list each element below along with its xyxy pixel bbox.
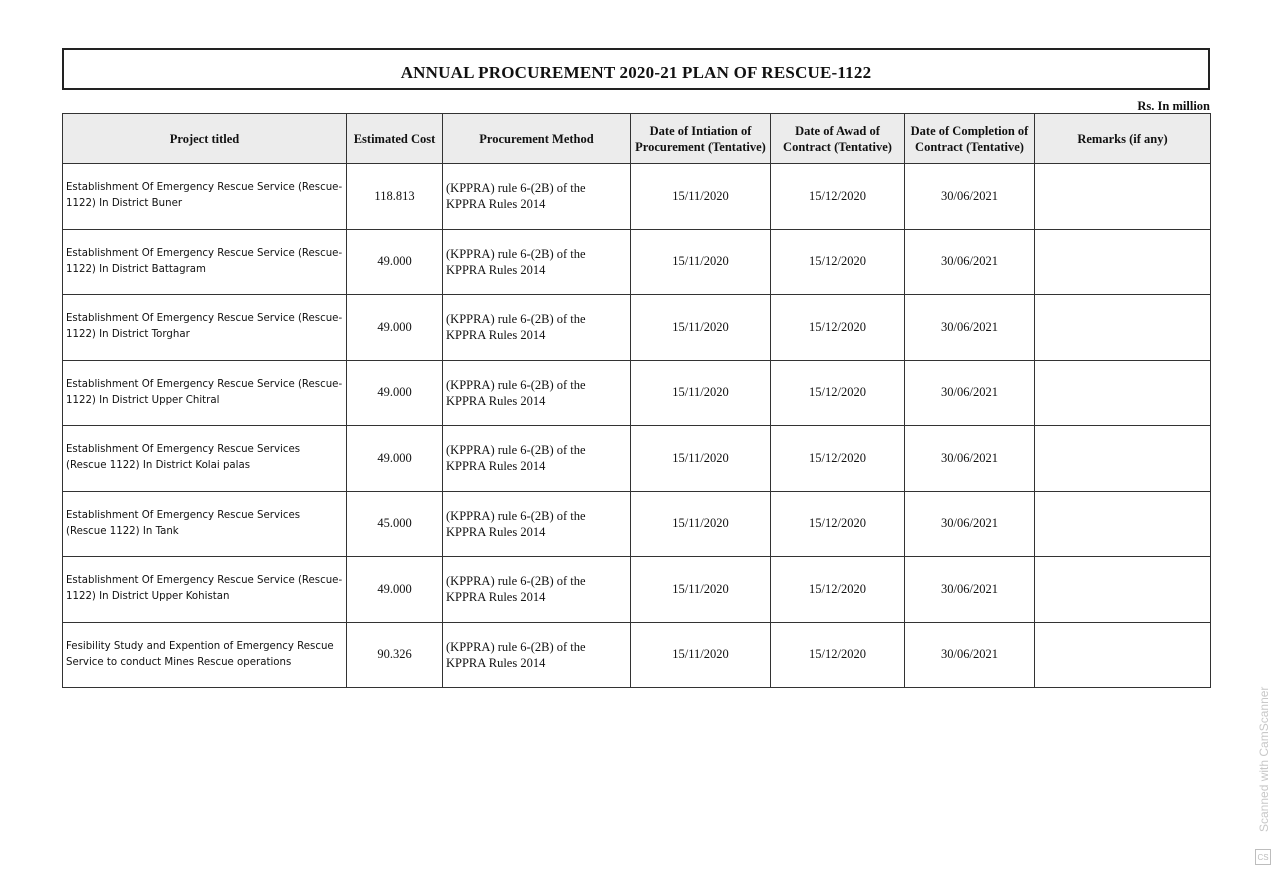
initiation-date-cell: 15/11/2020	[631, 360, 771, 426]
completion-date-cell: 30/06/2021	[905, 360, 1035, 426]
table-row	[63, 164, 1211, 230]
header-remarks: Remarks (if any)	[1035, 114, 1211, 164]
completion-date-cell: 30/06/2021	[905, 491, 1035, 557]
completion-date-cell: 30/06/2021	[905, 622, 1035, 688]
award-date-cell: 15/12/2020	[771, 360, 905, 426]
header-project: Project titled	[63, 114, 347, 164]
initiation-date-cell: 15/11/2020	[631, 557, 771, 623]
camscanner-logo-icon: CS	[1255, 849, 1271, 865]
award-date-cell: 15/12/2020	[771, 295, 905, 361]
header-initiation: Date of Intiation of Procurement (Tentative)	[631, 114, 771, 164]
table-body	[63, 164, 1211, 688]
method-cell: (KPPRA) rule 6-(2B) of the KPPRA Rules 2014	[443, 491, 631, 557]
procurement-table	[62, 113, 1211, 688]
project-cell: Establishment Of Emergency Rescue Services (Rescue 1122) In District Kolai palas	[63, 426, 347, 492]
completion-date-cell: 30/06/2021	[905, 164, 1035, 230]
award-date-cell: 15/12/2020	[771, 491, 905, 557]
remarks-cell	[1035, 622, 1211, 688]
method-cell: (KPPRA) rule 6-(2B) of the KPPRA Rules 2014	[443, 229, 631, 295]
award-date-cell: 15/12/2020	[771, 557, 905, 623]
table-row	[63, 360, 1211, 426]
completion-date-cell: 30/06/2021	[905, 229, 1035, 295]
remarks-cell	[1035, 426, 1211, 492]
header-award: Date of Awad of Contract (Tentative)	[771, 114, 905, 164]
header-cost: Estimated Cost	[347, 114, 443, 164]
initiation-date-cell: 15/11/2020	[631, 229, 771, 295]
project-cell: Establishment Of Emergency Rescue Service (Rescue-1122) In District Upper Kohistan	[63, 557, 347, 623]
award-date-cell: 15/12/2020	[771, 426, 905, 492]
project-cell: Establishment Of Emergency Rescue Service (Rescue-1122) In District Torghar	[63, 295, 347, 361]
cost-cell: 49.000	[347, 229, 443, 295]
remarks-cell	[1035, 491, 1211, 557]
cost-cell: 90.326	[347, 622, 443, 688]
completion-date-cell: 30/06/2021	[905, 295, 1035, 361]
initiation-date-cell: 15/11/2020	[631, 491, 771, 557]
method-cell: (KPPRA) rule 6-(2B) of the KPPRA Rules 2014	[443, 360, 631, 426]
watermark-text: Scanned with CamScanner	[1257, 686, 1271, 832]
header-row	[63, 114, 1211, 164]
unit-note: Rs. In million	[1137, 99, 1210, 113]
cost-cell: 49.000	[347, 295, 443, 361]
project-cell: Establishment Of Emergency Rescue Service (Rescue-1122) In District Upper Chitral	[63, 360, 347, 426]
cost-cell: 118.813	[347, 164, 443, 230]
project-cell: Establishment Of Emergency Rescue Services (Rescue 1122) In Tank	[63, 491, 347, 557]
header-completion: Date of Completion of Contract (Tentative)	[905, 114, 1035, 164]
remarks-cell	[1035, 164, 1211, 230]
remarks-cell	[1035, 360, 1211, 426]
method-cell: (KPPRA) rule 6-(2B) of the KPPRA Rules 2014	[443, 295, 631, 361]
scanner-watermark	[1254, 675, 1274, 865]
document-title: ANNUAL PROCUREMENT 2020-21 PLAN OF RESCUE-1122	[400, 63, 872, 82]
remarks-cell	[1035, 229, 1211, 295]
table-row	[63, 557, 1211, 623]
method-cell: (KPPRA) rule 6-(2B) of the KPPRA Rules 2014	[443, 164, 631, 230]
header-method: Procurement Method	[443, 114, 631, 164]
remarks-cell	[1035, 557, 1211, 623]
initiation-date-cell: 15/11/2020	[631, 426, 771, 492]
award-date-cell: 15/12/2020	[771, 229, 905, 295]
project-cell: Establishment Of Emergency Rescue Service (Rescue-1122) In District Battagram	[63, 229, 347, 295]
initiation-date-cell: 15/11/2020	[631, 164, 771, 230]
table-row	[63, 622, 1211, 688]
cost-cell: 49.000	[347, 360, 443, 426]
initiation-date-cell: 15/11/2020	[631, 295, 771, 361]
table-row	[63, 229, 1211, 295]
remarks-cell	[1035, 295, 1211, 361]
project-cell: Fesibility Study and Expention of Emergency Rescue Service to conduct Mines Rescue operations	[63, 622, 347, 688]
method-cell: (KPPRA) rule 6-(2B) of the KPPRA Rules 2014	[443, 426, 631, 492]
document-title-box	[62, 48, 1210, 90]
table-row	[63, 426, 1211, 492]
award-date-cell: 15/12/2020	[771, 622, 905, 688]
cost-cell: 45.000	[347, 491, 443, 557]
cost-cell: 49.000	[347, 426, 443, 492]
completion-date-cell: 30/06/2021	[905, 426, 1035, 492]
table-row	[63, 491, 1211, 557]
table-row	[63, 295, 1211, 361]
method-cell: (KPPRA) rule 6-(2B) of the KPPRA Rules 2014	[443, 557, 631, 623]
cost-cell: 49.000	[347, 557, 443, 623]
initiation-date-cell: 15/11/2020	[631, 622, 771, 688]
method-cell: (KPPRA) rule 6-(2B) of the KPPRA Rules 2014	[443, 622, 631, 688]
award-date-cell: 15/12/2020	[771, 164, 905, 230]
table-header	[63, 114, 1211, 164]
project-cell: Establishment Of Emergency Rescue Service (Rescue-1122) In District Buner	[63, 164, 347, 230]
completion-date-cell: 30/06/2021	[905, 557, 1035, 623]
